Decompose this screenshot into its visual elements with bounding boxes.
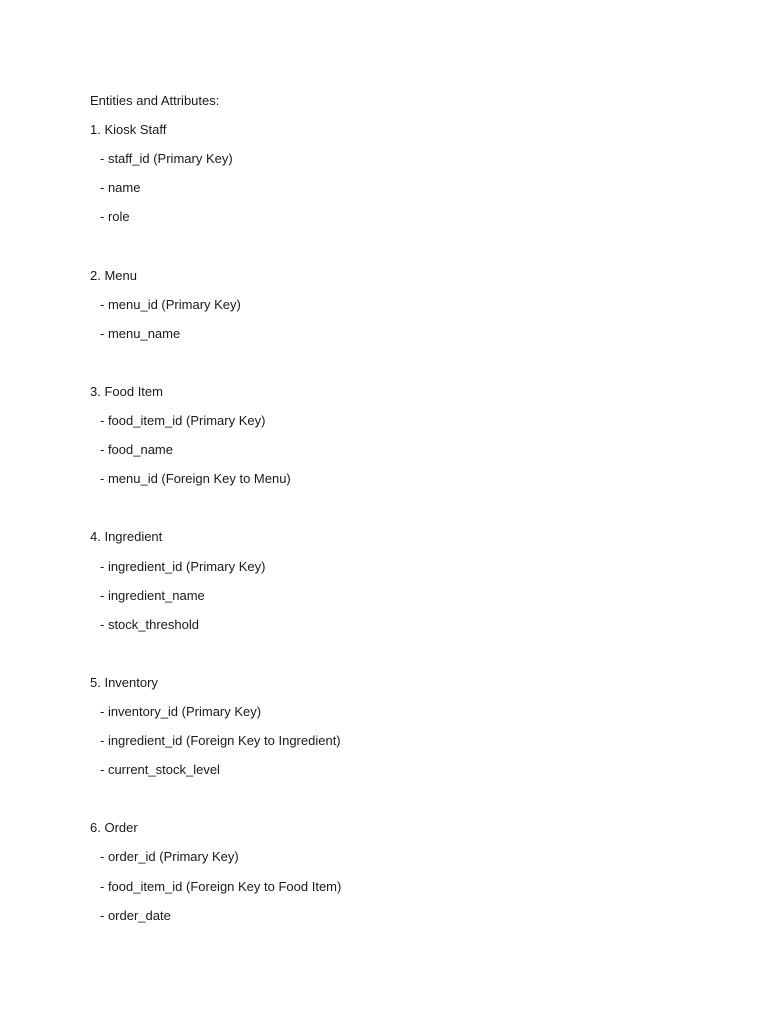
attribute-item: - role — [100, 209, 130, 225]
blank-line — [90, 791, 690, 807]
entity-title: 4. Ingredient — [90, 529, 163, 545]
entity-section — [90, 384, 690, 487]
document-heading: Entities and Attributes: — [90, 93, 220, 108]
blank-line — [90, 646, 690, 662]
attribute-item: - ingredient_id (Primary Key) — [100, 558, 266, 574]
entity-section — [90, 122, 690, 225]
attribute-item: - current_stock_level — [100, 762, 220, 778]
entity-section — [90, 820, 690, 923]
attribute-item: - stock_threshold — [100, 616, 199, 632]
entity-title: 2. Menu — [90, 267, 137, 283]
entity-title: 1. Kiosk Staff — [90, 122, 167, 138]
attribute-item: - staff_id (Primary Key) — [100, 151, 233, 167]
attribute-item: - menu_id (Foreign Key to Menu) — [100, 471, 291, 487]
entity-title: 6. Order — [90, 820, 138, 836]
attribute-item: - food_item_id (Foreign Key to Food Item) — [100, 878, 342, 894]
entity-title: 5. Inventory — [90, 674, 158, 690]
attribute-item: - ingredient_name — [100, 587, 205, 603]
attribute-item: - inventory_id (Primary Key) — [100, 703, 262, 719]
blank-line — [90, 355, 690, 371]
attribute-item: - name — [100, 180, 141, 196]
entity-section — [90, 675, 690, 778]
attribute-item: - food_item_id (Primary Key) — [100, 413, 266, 429]
entity-section — [90, 529, 690, 632]
entity-title: 3. Food Item — [90, 383, 163, 399]
blank-line — [90, 500, 690, 516]
entity-section — [90, 268, 690, 342]
attribute-item: - menu_id (Primary Key) — [100, 296, 241, 312]
attribute-item: - order_date — [100, 907, 171, 923]
attribute-item: - food_name — [100, 442, 173, 458]
attribute-item: - menu_name — [100, 325, 181, 341]
document-body — [90, 93, 690, 937]
attribute-item: - ingredient_id (Foreign Key to Ingredient) — [100, 733, 341, 749]
blank-line — [90, 238, 690, 254]
attribute-item: - order_id (Primary Key) — [100, 849, 239, 865]
